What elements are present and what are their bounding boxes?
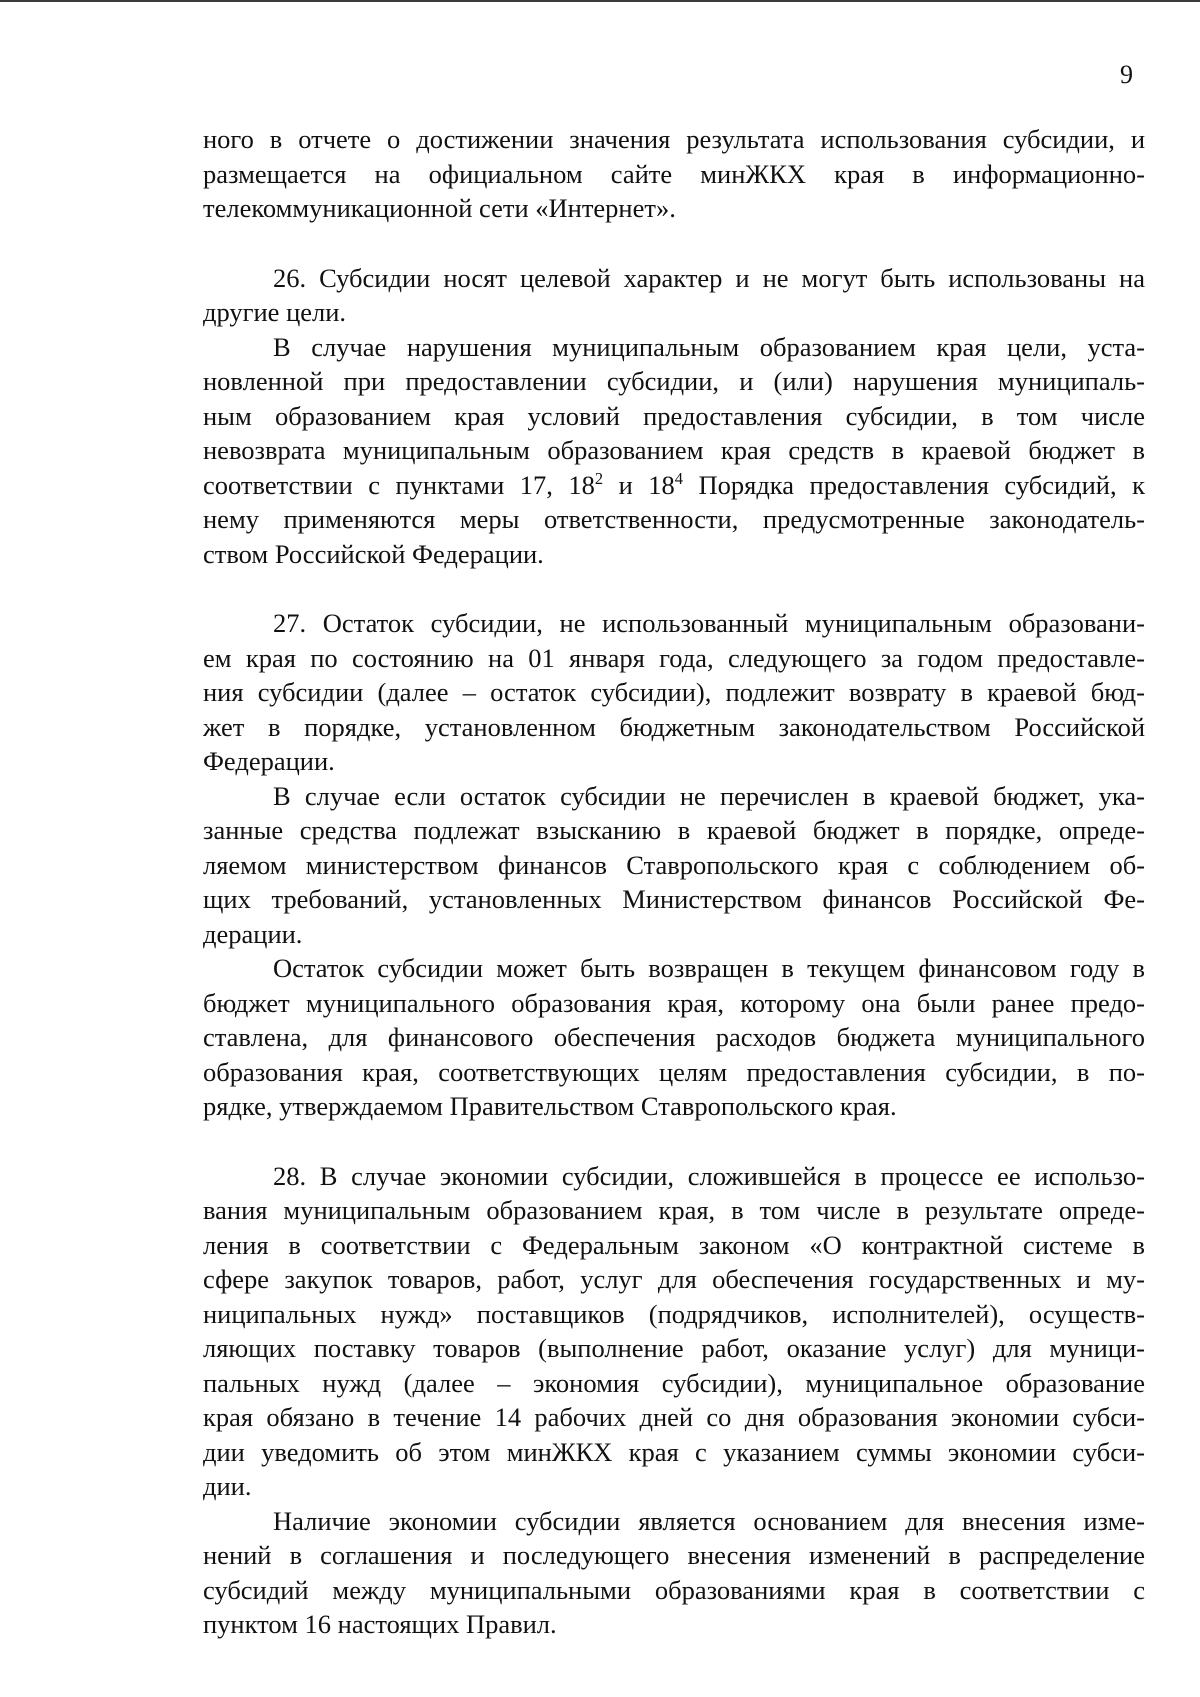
paragraph-p27-c — [203, 951, 1145, 1124]
paragraph-p28-a — [203, 1159, 1145, 1504]
text-line: 28. В случае экономии субсидии, сложившейся в процессе ее использо- — [273, 1160, 1145, 1191]
text-line: Остаток субсидии может быть возвращен в текущем финансовом году в — [273, 953, 1145, 983]
superscript: 2 — [594, 468, 604, 488]
text-line: субсидий между муниципальными образованиями края в соответствии с — [203, 1574, 1145, 1605]
text-line: рядке, утверждаемом Правительством Ставропольского края. — [203, 1091, 897, 1121]
text-line: ляющих поставку товаров (выполнение работ, оказание услуг) для муници- — [203, 1333, 1145, 1363]
paragraph-p26-a — [203, 261, 1145, 330]
text-line: телекоммуникационной сети «Интернет». — [203, 193, 676, 223]
paragraph-gap — [203, 1124, 1145, 1159]
text-line: ния субсидии (далее – остаток субсидии), подлежит возврату в краевой бюд- — [203, 677, 1145, 707]
text-line: образования края, соответствующих целям предоставления субсидии, в по- — [203, 1056, 1145, 1087]
text-line: щих требований, установленных Министерством финансов Российской Фе- — [203, 884, 1145, 914]
text-line: ством Российской Федерации. — [203, 538, 544, 569]
superscript: 4 — [674, 468, 683, 488]
page-number: 9 — [1120, 60, 1133, 89]
text-line: занные средства подлежат взысканию в краевой бюджет в порядке, опреде- — [203, 815, 1145, 845]
text-line: другие цели. — [203, 297, 347, 327]
text-line: В случае нарушения муниципальным образованием края цели, уста- — [273, 331, 1145, 362]
text-line: ниципальных нужд» поставщиков (подрядчиков, исполнителей), осуществ- — [203, 1298, 1145, 1329]
paragraph-p27-a — [203, 606, 1145, 779]
text-line: новленной при предоставлении субсидии, и (или) нарушения муниципаль- — [203, 366, 1145, 396]
text-line: невозврата муниципальным образованием края средств в краевой бюджет в — [203, 435, 1145, 465]
text-line: бюджет муниципального образования края, которому она были ранее предо- — [203, 987, 1145, 1018]
paragraph-p27-b — [203, 779, 1145, 952]
text-line: Наличие экономии субсидии является основанием для внесения изме- — [273, 1505, 1145, 1536]
text-line: ляемом министерством финансов Ставропольского края с соблюдением об- — [203, 849, 1145, 880]
text-line: нений в соглашения и последующего внесения изменений в распределение — [203, 1540, 1145, 1570]
text-line: пальных нужд (далее – экономия субсидии), муниципальное образование — [203, 1367, 1145, 1398]
page-top-edge — [0, 0, 1200, 2]
text-line: края обязано в течение 14 рабочих дней со дня образования экономии субси- — [203, 1402, 1145, 1432]
text-line: 27. Остаток субсидии, не использованный муниципальным образовани- — [273, 608, 1145, 638]
document-body — [203, 122, 1145, 1642]
paragraph-p25-cont — [203, 122, 1145, 226]
text-line: ления в соответствии с Федеральным законом «О контрактной системе в — [203, 1229, 1145, 1260]
text-line: размещается на официальном сайте минЖКХ края в информационно- — [203, 158, 1145, 189]
paragraph-gap — [203, 571, 1145, 606]
text-line: ным образованием края условий предоставления субсидии, в том числе — [203, 400, 1145, 431]
text-line: пунктом 16 настоящих Правил. — [203, 1609, 557, 1639]
text-line: ставлена, для финансового обеспечения расходов бюджета муниципального — [203, 1022, 1145, 1052]
text-line: ного в отчете о достижении значения результата использования субсидии, и — [203, 124, 1145, 154]
text-line: жет в порядке, установленном бюджетным законодательством Российской — [203, 711, 1145, 742]
text-line: дии уведомить об этом минЖКХ края с указанием суммы экономии субси- — [203, 1436, 1145, 1467]
text-line: дии. — [203, 1471, 252, 1501]
paragraph-p28-b — [203, 1504, 1145, 1642]
text-line: нему применяются меры ответственности, предусмотренные законодатель- — [203, 504, 1145, 534]
text-line: В случае если остаток субсидии не перечислен в краевой бюджет, ука- — [273, 780, 1145, 811]
text-line: ем края по состоянию на 01 января года, следующего за годом предоставле- — [203, 642, 1145, 673]
text-line: сфере закупок товаров, работ, услуг для обеспечения государственных и му- — [203, 1264, 1145, 1294]
text-line: 26. Субсидии носят целевой характер и не могут быть использованы на — [273, 262, 1145, 293]
text-line: Федерации. — [203, 746, 335, 776]
paragraph-p26-b — [203, 330, 1145, 572]
text-line: вания муниципальным образованием края, в том числе в результате опреде- — [203, 1195, 1145, 1225]
paragraph-gap — [203, 226, 1145, 261]
text-line: соответствии с пунктами 17, $18^2$ и $18^4$ Порядка предоставления субсидий, к — [203, 468, 1145, 500]
text-line: дерации. — [203, 918, 303, 949]
